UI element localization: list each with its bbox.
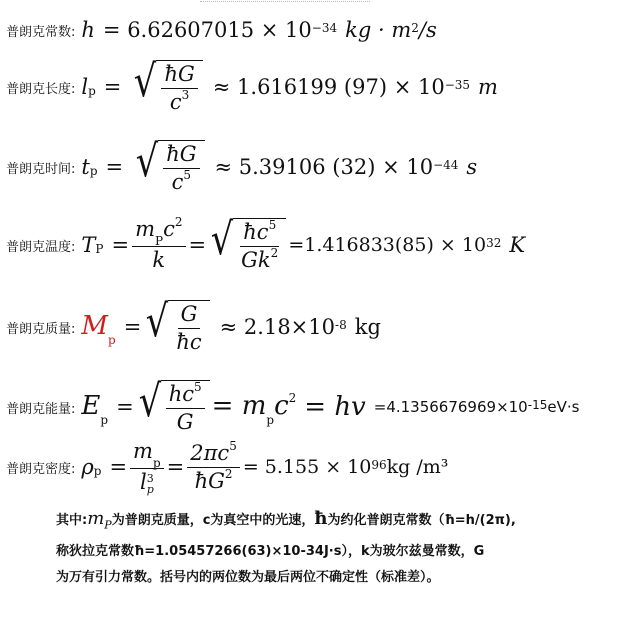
planck-mass-formula: $M_p$ = √ $\frac{G}{ħc}$ ≈ 2.18×10 $^{-8}$ kg <box>81 296 381 355</box>
planck-length-label: 普朗克长度: <box>6 81 76 97</box>
planck-density-label: 普朗克密度: <box>6 461 76 477</box>
planck-energy-value: =4.1356676969×10 <box>373 398 528 417</box>
mass-sqrt: √ $\frac{G}{ħc}$ <box>143 300 209 354</box>
planck-energy-formula: $E_p$ = √ $\frac{hc^5}{G}$ = $m_pc^2$ = hv =4.1356676969×10 $^{-15}$ eV·s <box>81 376 580 435</box>
note-line-2: 称狄拉克常数ħ=1.05457266(63)×10-34J·s），k为玻尔兹曼常数，G <box>56 544 485 559</box>
temperature-f1-num-sub: P <box>155 234 164 249</box>
planck-constant-unit-tail: /s <box>418 18 437 42</box>
energy-mc-exp: 2 <box>288 391 297 406</box>
planck-length-formula: l $_p$ = √ $\frac{ħG}{c^3}$ ≈ 1.616199 (97) × 10 $^{-35}$ m <box>81 56 498 115</box>
density-fraction-1 <box>130 440 164 495</box>
planck-density-formula: ρ $_p$ = $m_p$ l 3 p = $\frac{2\pi c^5}{ħG^2}$ = 5.155 × 10 $^{96}$ kg /m³ <box>81 438 449 496</box>
temperature-fraction-1 <box>132 215 185 273</box>
energy-sqrt: √ $\frac{hc^5}{G}$ <box>136 380 210 434</box>
note-mass-symbol: m <box>87 508 105 529</box>
mass-symbol: M <box>81 311 109 341</box>
mass-numerator: G <box>180 302 198 326</box>
time-denominator-exp: 5 <box>183 168 192 183</box>
temperature-f2-num-exp: 5 <box>268 218 277 233</box>
planck-length-value: ≈ 1.616199 (97) × 10 <box>212 75 445 100</box>
density-f1-num-sub: p <box>152 456 161 471</box>
planck-constant-formula <box>81 18 436 42</box>
temperature-f1-num: m <box>135 217 156 241</box>
planck-temperature-exponent: 32 <box>486 236 502 251</box>
length-denominator-exp: 3 <box>181 88 190 103</box>
mass-denominator: ħc <box>176 330 202 355</box>
energy-symbol: E <box>81 391 101 421</box>
density-f2-den: ħG <box>194 468 225 493</box>
planck-temperature-row <box>6 214 526 273</box>
note-text-c: 为约化普朗克常数（ħ=h/(2π), <box>327 513 516 528</box>
energy-numerator: hc <box>168 382 195 406</box>
temperature-symbol: T <box>81 233 96 258</box>
planck-constant-row <box>6 18 437 42</box>
time-symbol-sub: p <box>89 164 98 179</box>
top-dotted-rule <box>200 1 370 2</box>
planck-length-row <box>6 56 498 115</box>
planck-time-row <box>6 136 478 195</box>
planck-time-exponent: −44 <box>433 158 459 173</box>
planck-time-value: ≈ 5.39106 (32) × 10 <box>214 155 434 180</box>
planck-temperature-formula: T $_P$ = $\frac{m_Pc^2}{k}$ = √ $\frac{ħc^5}{Gk^2}$ =1.416833(85) × 10 $^{32}$ K <box>81 214 526 273</box>
planck-mass-row <box>6 296 381 355</box>
temperature-f1-den: k <box>152 248 166 273</box>
time-numerator: ħG <box>166 142 197 166</box>
planck-length-exponent: −35 <box>444 78 471 93</box>
energy-hv: = hv <box>304 392 366 423</box>
planck-constant-value: = 6.62607015 × 10 <box>102 18 312 42</box>
planck-density-row <box>6 440 448 495</box>
energy-denominator: G <box>176 410 194 435</box>
temperature-symbol-sub: P <box>95 242 104 257</box>
energy-mc-tail: c <box>274 391 289 421</box>
planck-mass-exponent: -8 <box>335 318 347 333</box>
planck-energy-unit: eV·s <box>547 398 580 417</box>
planck-mass-label: 普朗克质量: <box>6 321 76 337</box>
time-denominator: c <box>171 170 184 195</box>
planck-temperature-unit: K <box>509 233 526 258</box>
note-line-1 <box>56 508 516 532</box>
note-text-b: 为普朗克质量，c为真空中的光速， <box>111 513 315 528</box>
planck-density-unit: kg /m³ <box>386 456 449 479</box>
energy-mc: = m <box>211 391 267 421</box>
length-numerator: ħG <box>164 62 195 86</box>
h-symbol: h <box>81 18 95 42</box>
planck-density-value: = 5.155 × 10 <box>242 456 372 479</box>
time-symbol: t <box>81 155 90 180</box>
temperature-f2-den: Gk <box>241 248 271 273</box>
density-symbol: ρ <box>81 455 94 480</box>
density-f2-den-exp: 2 <box>224 466 233 481</box>
planck-time-formula: t $_p$ = √ $\frac{ħG}{c^5}$ ≈ 5.39106 (32) × 10 $^{-44}$ s <box>81 136 478 195</box>
density-f1-den-sub: p <box>146 482 154 496</box>
planck-energy-exponent: -15 <box>527 398 548 413</box>
planck-mass-value: ≈ 2.18×10 <box>219 315 336 340</box>
energy-numerator-exp: 5 <box>194 380 202 394</box>
time-sqrt: √ $\frac{ħG}{c^5}$ <box>133 140 204 194</box>
note-hbar-symbol: ħ <box>314 508 328 529</box>
planck-constant-unit: kg · m <box>345 18 412 42</box>
density-fraction-2 <box>187 438 240 493</box>
planck-energy-label: 普朗克能量: <box>6 401 76 417</box>
length-symbol-sub: p <box>88 84 96 99</box>
length-sqrt: √ $\frac{ħG}{c^3}$ <box>131 60 202 114</box>
density-f2-num: 2πc <box>190 440 230 465</box>
temperature-f1-num-tail: c <box>163 217 175 241</box>
planck-time-label: 普朗克时间: <box>6 161 76 177</box>
temperature-f1-num-exp: 2 <box>174 215 183 229</box>
planck-temperature-label: 普朗克温度: <box>6 239 76 255</box>
density-f2-num-exp: 5 <box>229 438 237 453</box>
planck-temperature-value: =1.416833(85) × 10 <box>288 234 487 257</box>
energy-mc-sub: p <box>266 413 275 428</box>
note-mass-symbol-sub: P <box>104 518 112 532</box>
planck-constant-unit-exponent: 2 <box>411 21 419 35</box>
temperature-sqrt: √ $\frac{ħc^5}{Gk^2}$ <box>208 218 286 272</box>
density-f1-den: l <box>139 470 147 495</box>
length-symbol: l <box>81 75 89 100</box>
length-denominator: c <box>169 90 182 115</box>
energy-symbol-sub: p <box>100 413 109 428</box>
temperature-f2-den-exp: 2 <box>270 246 279 261</box>
density-f1-num: m <box>133 439 153 463</box>
planck-time-unit: s <box>466 155 478 180</box>
planck-constant-label: 普朗克常数: <box>6 24 76 40</box>
planck-density-exponent: 96 <box>371 458 387 473</box>
density-f1-den-sup: 3 <box>146 471 154 485</box>
planck-energy-row <box>6 376 580 435</box>
note-lead: 其中: <box>56 513 88 528</box>
mass-symbol-sub: p <box>108 333 116 348</box>
density-symbol-sub: p <box>93 464 102 479</box>
temperature-f2-num: ħc <box>243 220 269 245</box>
note-line-3: 为万有引力常数。括号内的两位数为最后两位不确定性（标准差）。 <box>56 570 440 585</box>
planck-constant-exponent: −34 <box>311 21 338 35</box>
planck-mass-unit: kg <box>354 315 381 340</box>
planck-length-unit: m <box>478 75 498 100</box>
